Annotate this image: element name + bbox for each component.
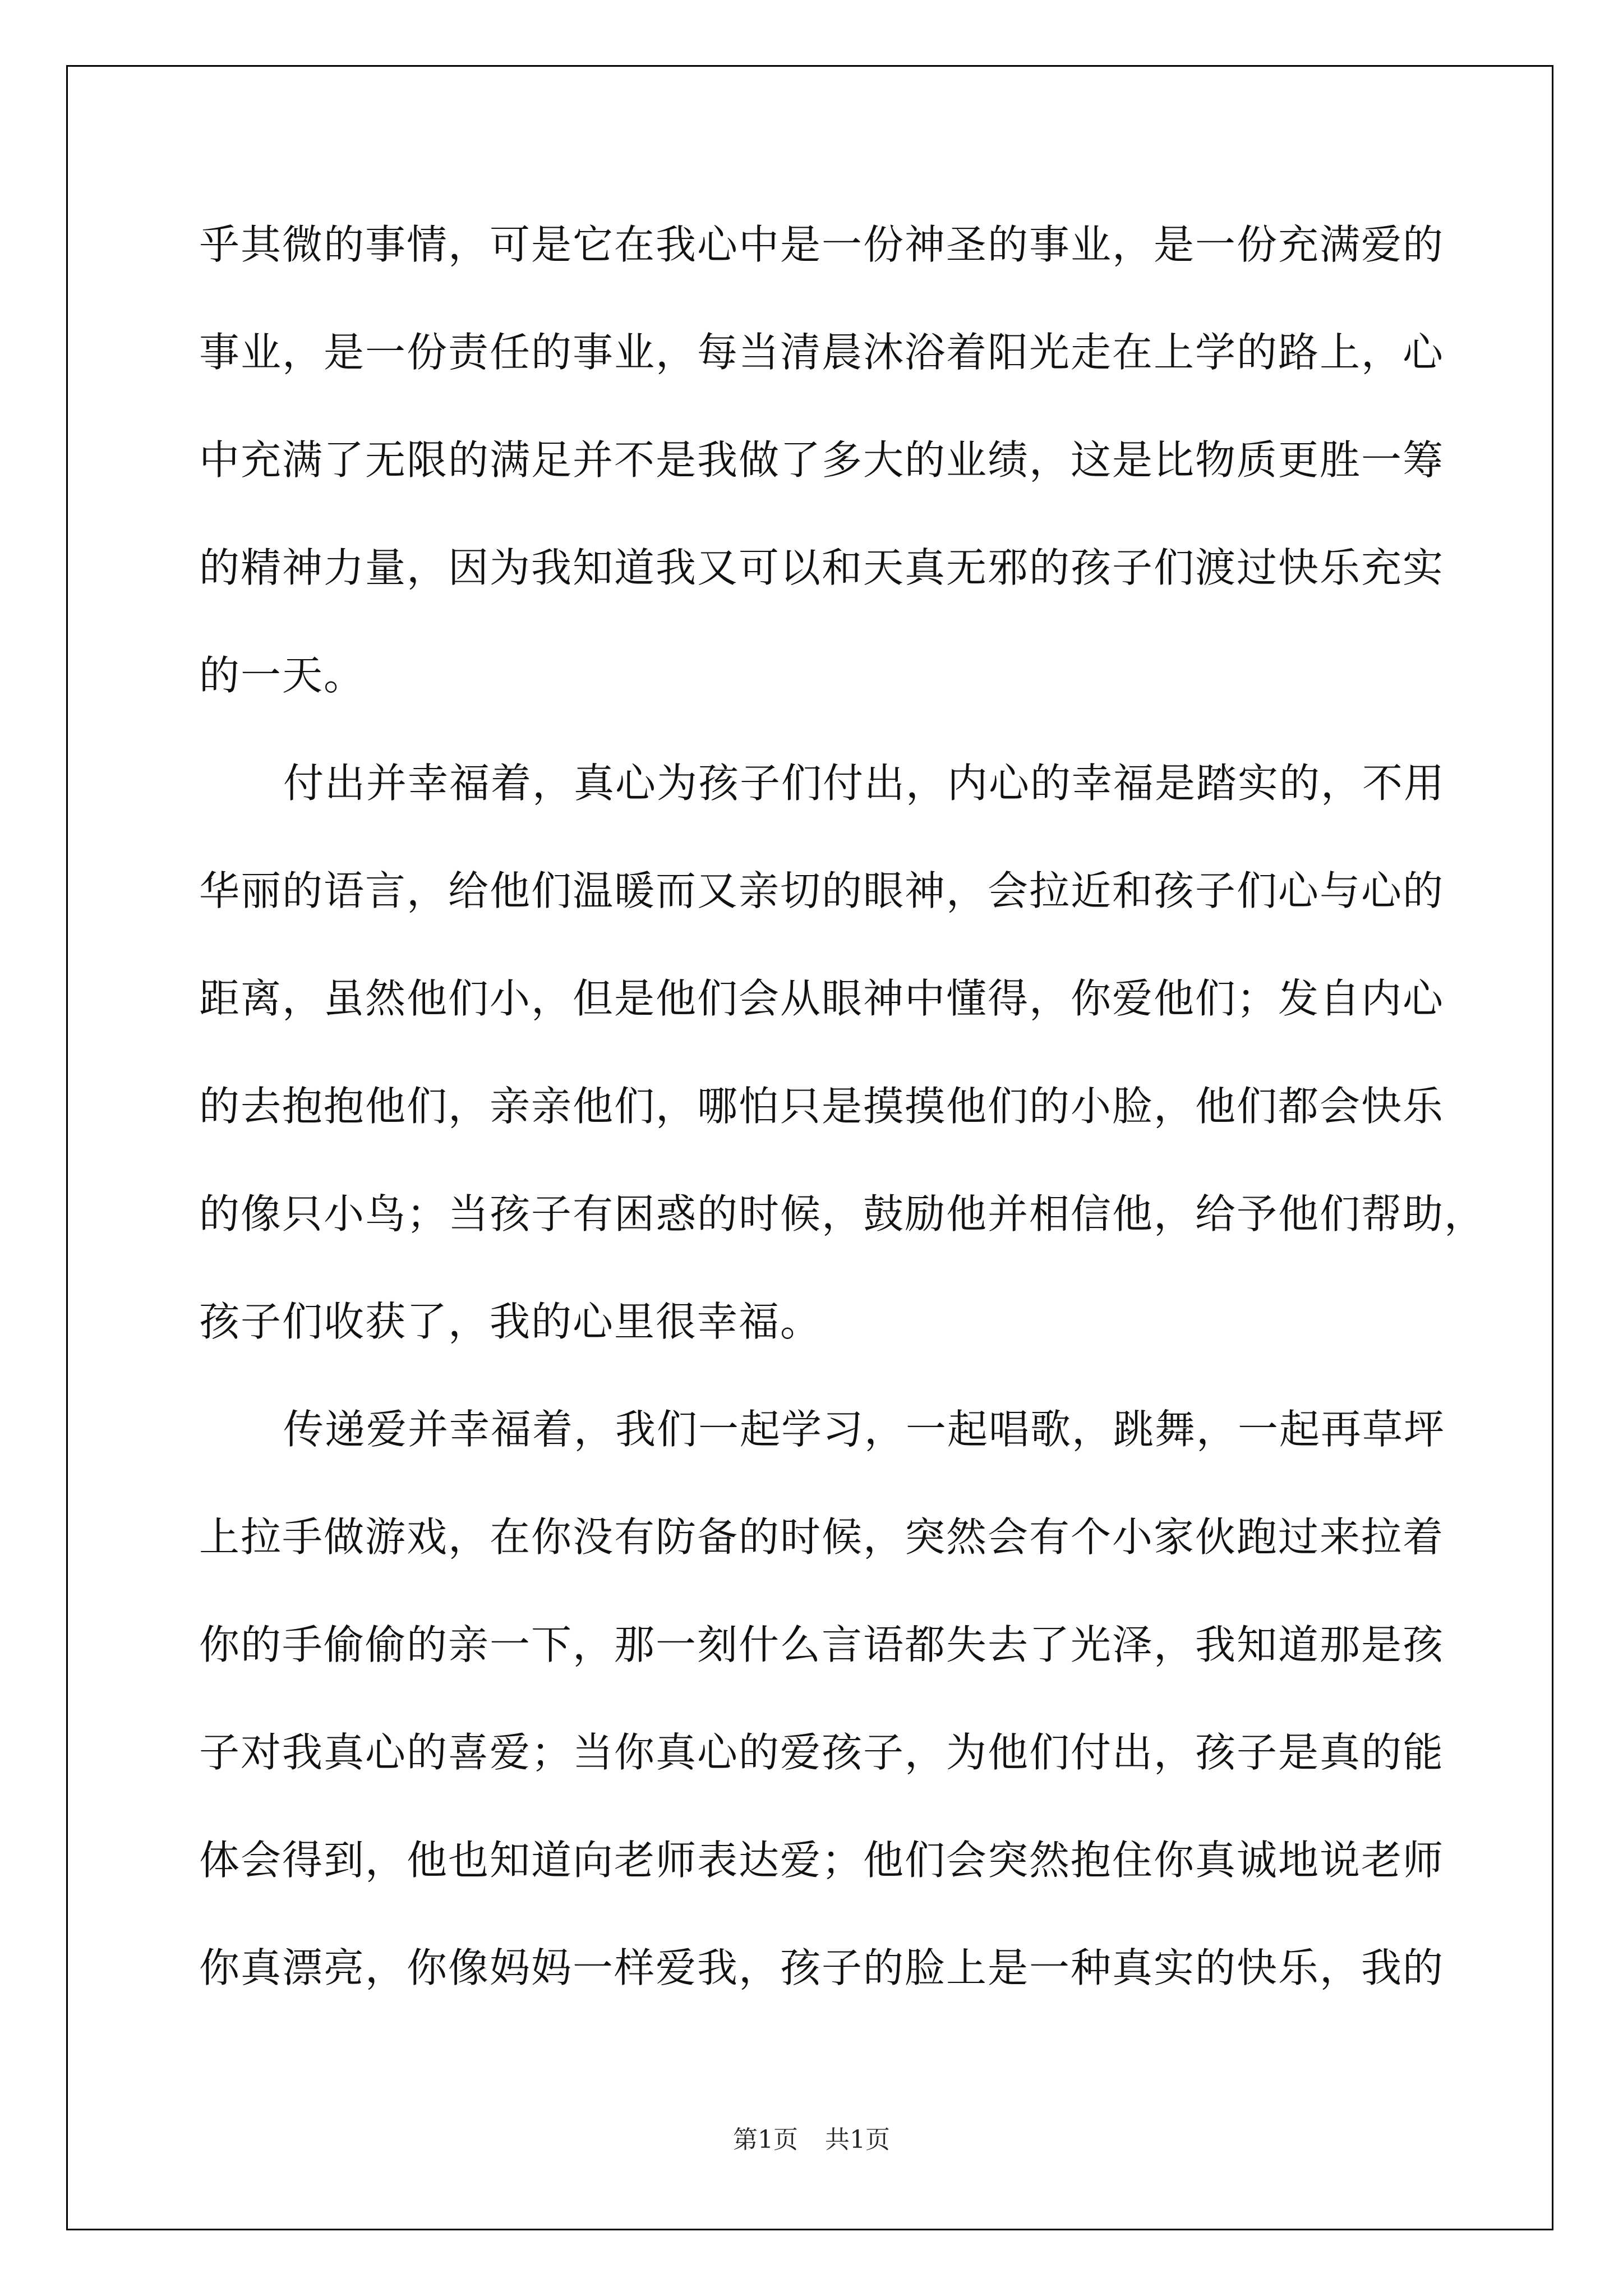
page-total: 共1页 [825, 2125, 890, 2154]
text-line: 子对我真心的喜爱；当你真心的爱孩子，为他们付出，孩子是真的能 [199, 1729, 1445, 1776]
text-line: 的精神力量，因为我知道我又可以和天真无邪的孩子们渡过快乐充实 [199, 544, 1445, 591]
text-line: 的像只小鸟；当孩子有困惑的时候，鼓励他并相信他，给予他们帮助， [199, 1190, 1486, 1237]
text-line: 乎其微的事情，可是它在我心中是一份神圣的事业，是一份充满爱的 [199, 221, 1445, 268]
text-line: 你的手偷偷的亲一下，那一刻什么言语都失去了光泽，我知道那是孩 [199, 1621, 1445, 1668]
page-number: 第1页 [733, 2125, 798, 2154]
text-line: 的一天。 [199, 652, 366, 699]
text-line: 事业，是一份责任的事业，每当清晨沐浴着阳光走在上学的路上，心 [199, 329, 1445, 376]
text-line: 你真漂亮，你像妈妈一样爱我，孩子的脸上是一种真实的快乐，我的 [199, 1944, 1445, 1991]
text-line: 孩子们收获了，我的心里很幸福。 [199, 1298, 822, 1345]
text-line: 的去抱抱他们，亲亲他们，哪怕只是摸摸他们的小脸，他们都会快乐 [199, 1083, 1445, 1130]
document-body [199, 191, 1486, 2022]
text-line: 中充满了无限的满足并不是我做了多大的业绩，这是比物质更胜一筹 [199, 436, 1445, 484]
paragraph-first-line: 传递爱并幸福着，我们一起学习，一起唱歌，跳舞，一起再草坪 [283, 1406, 1446, 1453]
text-line: 体会得到，他也知道向老师表达爱；他们会突然抱住你真诚地说老师 [199, 1837, 1445, 1884]
text-line: 上拉手做游戏，在你没有防备的时候，突然会有个小家伙跑过来拉着 [199, 1513, 1445, 1561]
text-line: 华丽的语言，给他们温暖而又亲切的眼神，会拉近和孩子们心与心的 [199, 867, 1445, 914]
text-line: 距离，虽然他们小，但是他们会从眼神中懂得，你爱他们；发自内心 [199, 975, 1445, 1022]
page-footer [0, 2119, 1623, 2155]
paragraph-first-line: 付出并幸福着，真心为孩子们付出，内心的幸福是踏实的，不用 [283, 760, 1446, 807]
